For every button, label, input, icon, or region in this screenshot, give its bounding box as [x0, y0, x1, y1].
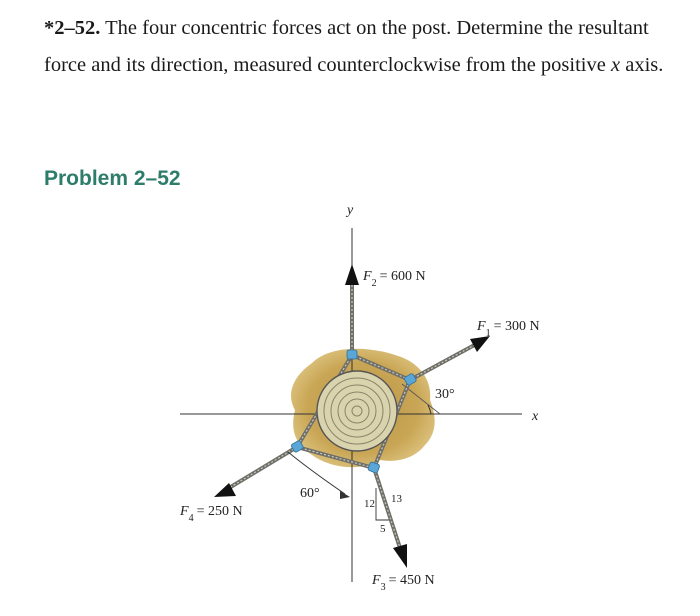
var-x: x [610, 54, 621, 76]
x-axis-label: x [532, 409, 539, 424]
problem-figure-label: Problem 2–52 [44, 167, 181, 190]
problem-text-main: The four concentric forces act on the post. Determine the resultant force and its direction, measured counterclockwise from the positive [44, 17, 649, 76]
f4-label: $F_4 = 250$ N [180, 504, 243, 524]
angle-30-label: 30° [435, 387, 455, 402]
f3-label: $F_3 = 450$ N [372, 573, 435, 593]
y-axis-label: y [347, 203, 354, 218]
slope-label-13: 13 [391, 493, 402, 505]
angle-60-arrowhead [340, 491, 350, 499]
f2-label: $F_2 = 600$ N [363, 269, 426, 289]
post [317, 371, 397, 451]
problem-number: *2–52. [44, 17, 101, 39]
slope-label-12: 12 [364, 498, 375, 510]
f3-arrowhead [393, 544, 407, 568]
f1-label: $F_1 = 300$ N [477, 319, 540, 339]
slope-label-5: 5 [380, 523, 386, 535]
f2-arrowhead [345, 264, 359, 285]
angle-60-label: 60° [300, 486, 320, 501]
problem-text-end: axis. [625, 54, 664, 76]
